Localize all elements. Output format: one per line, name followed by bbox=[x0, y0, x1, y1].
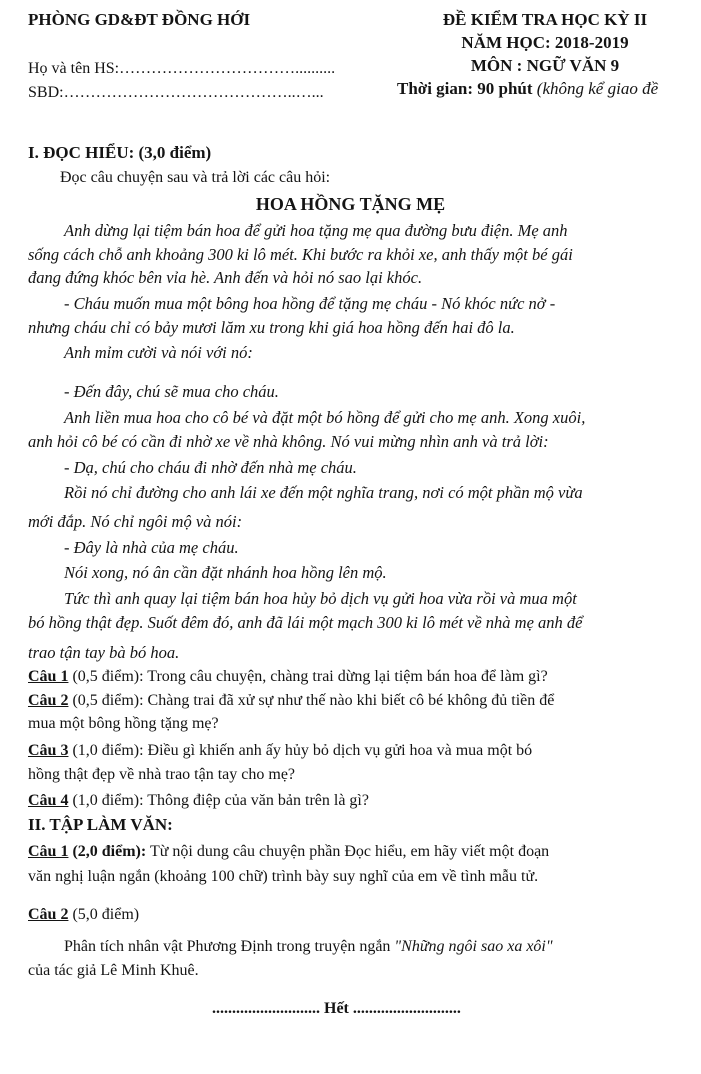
essay-question-2-text bbox=[64, 938, 553, 956]
question-label: Câu 3 bbox=[28, 742, 69, 759]
story-title: HOA HỒNG TẶNG MẸ bbox=[255, 194, 446, 214]
time-note: (không kể giao đề bbox=[536, 79, 659, 98]
essay-question-1-cont: văn nghị luận ngắn (khoảng 100 chữ) trình bày suy nghĩ của em về tình mẫu tử. bbox=[28, 868, 539, 885]
story-line: sống cách chỗ anh khoảng 300 ki lô mét. Khi bước ra khỏi xe, anh thấy một bé gái bbox=[28, 245, 573, 264]
question-text: Chàng trai đã xử sự như thế nào khi biết cô bé không đủ tiền để bbox=[147, 692, 555, 709]
story-line: anh hỏi cô bé có cần đi nhờ xe về nhà không. Nó vui mừng nhìn anh và trả lời: bbox=[28, 432, 549, 451]
story-line: trao tận tay bà bó hoa. bbox=[28, 643, 180, 662]
subject: MÔN : NGỮ VĂN 9 bbox=[470, 56, 620, 75]
question-points: (0,5 điểm): bbox=[72, 692, 144, 709]
question-text: Phân tích nhân vật Phương Định trong truyện ngắn bbox=[64, 938, 395, 955]
story-line: - Dạ, chú cho cháu đi nhờ đến nhà mẹ cháu. bbox=[64, 458, 357, 477]
section1-heading: I. ĐỌC HIỂU: (3,0 điểm) bbox=[28, 143, 212, 162]
essay-question-2 bbox=[28, 906, 139, 924]
story-line: mới đắp. Nó chỉ ngôi mộ và nói: bbox=[28, 512, 243, 531]
question-text: Từ nội dung câu chuyện phần Đọc hiểu, em hãy viết một đoạn bbox=[149, 843, 550, 860]
essay-question-1 bbox=[28, 843, 549, 861]
work-title: "Những ngôi sao xa xôi" bbox=[394, 938, 553, 955]
section2-heading: II. TẬP LÀM VĂN: bbox=[28, 815, 173, 834]
time-label: Thời gian: 90 phút bbox=[397, 79, 533, 98]
question-4 bbox=[28, 792, 369, 810]
student-name-field: Họ và tên HS:…………………………….......... bbox=[28, 60, 336, 77]
story-line: - Đây là nhà của mẹ cháu. bbox=[64, 538, 239, 557]
story-line: Tức thì anh quay lại tiệm bán hoa hủy bỏ dịch vụ gửi hoa vừa rồi và mua một bbox=[64, 589, 577, 608]
question-3-cont: hồng thật đẹp về nhà trao tận tay cho mẹ? bbox=[28, 766, 296, 783]
question-text: Điều gì khiến anh ấy hủy bỏ dịch vụ gửi hoa và mua một bó bbox=[147, 742, 533, 759]
question-points: (0,5 điểm): bbox=[72, 668, 144, 685]
story-line: - Đến đây, chú sẽ mua cho cháu. bbox=[64, 382, 279, 401]
story-line: bó hồng thật đẹp. Suốt đêm đó, anh đã lái một mạch 300 ki lô mét về nhà mẹ anh để bbox=[28, 613, 583, 632]
story-line: Anh dừng lại tiệm bán hoa để gửi hoa tặng mẹ qua đường bưu điện. Mẹ anh bbox=[64, 221, 568, 240]
question-2-cont: mua một bông hồng tặng mẹ? bbox=[28, 715, 219, 732]
question-3 bbox=[28, 742, 532, 760]
end-mark: ........................... Hết ........................... bbox=[212, 1000, 461, 1017]
question-text: Thông điệp của văn bản trên là gì? bbox=[147, 792, 369, 809]
student-id-field: SBD:……………………………………..…... bbox=[28, 84, 324, 101]
story-line: đang đứng khóc bên vỉa hè. Anh đến và hỏi nó sao lại khóc. bbox=[28, 268, 423, 287]
question-points: (2,0 điểm): bbox=[72, 843, 147, 860]
essay-question-2-cont: của tác giả Lê Minh Khuê. bbox=[28, 962, 199, 979]
story-line: Anh mỉm cười và nói với nó: bbox=[64, 343, 253, 362]
story-line: Rồi nó chỉ đường cho anh lái xe đến một nghĩa trang, nơi có một phần mộ vừa bbox=[64, 483, 583, 502]
question-label: Câu 1 bbox=[28, 843, 69, 860]
story-line: Nói xong, nó ân cần đặt nhánh hoa hồng lên mộ. bbox=[64, 563, 387, 582]
question-points: (5,0 điểm) bbox=[72, 906, 140, 923]
exam-title: ĐỀ KIỂM TRA HỌC KỲ II bbox=[442, 10, 648, 29]
question-text: Trong câu chuyện, chàng trai dừng lại tiệm bán hoa để làm gì? bbox=[147, 668, 548, 685]
question-label: Câu 1 bbox=[28, 668, 69, 685]
instruction: Đọc câu chuyện sau và trả lời các câu hỏi: bbox=[60, 169, 331, 186]
question-1 bbox=[28, 668, 548, 686]
office-name: PHÒNG GD&ĐT ĐỒNG HỚI bbox=[28, 10, 251, 29]
question-label: Câu 2 bbox=[28, 906, 69, 923]
question-label: Câu 4 bbox=[28, 792, 69, 809]
story-line: - Cháu muốn mua một bông hoa hồng để tặng mẹ cháu - Nó khóc nức nở - bbox=[64, 294, 556, 313]
question-points: (1,0 điểm): bbox=[72, 792, 144, 809]
question-points: (1,0 điểm): bbox=[72, 742, 144, 759]
school-year: NĂM HỌC: 2018-2019 bbox=[461, 33, 629, 52]
exam-time bbox=[397, 79, 658, 99]
question-label: Câu 2 bbox=[28, 692, 69, 709]
story-line: Anh liền mua hoa cho cô bé và đặt một bó hồng để gửi cho mẹ anh. Xong xuôi, bbox=[64, 408, 586, 427]
story-line: nhưng cháu chỉ có bảy mươi lăm xu trong khi giá hoa hồng đến hai đô la. bbox=[28, 318, 515, 337]
question-2 bbox=[28, 692, 554, 710]
